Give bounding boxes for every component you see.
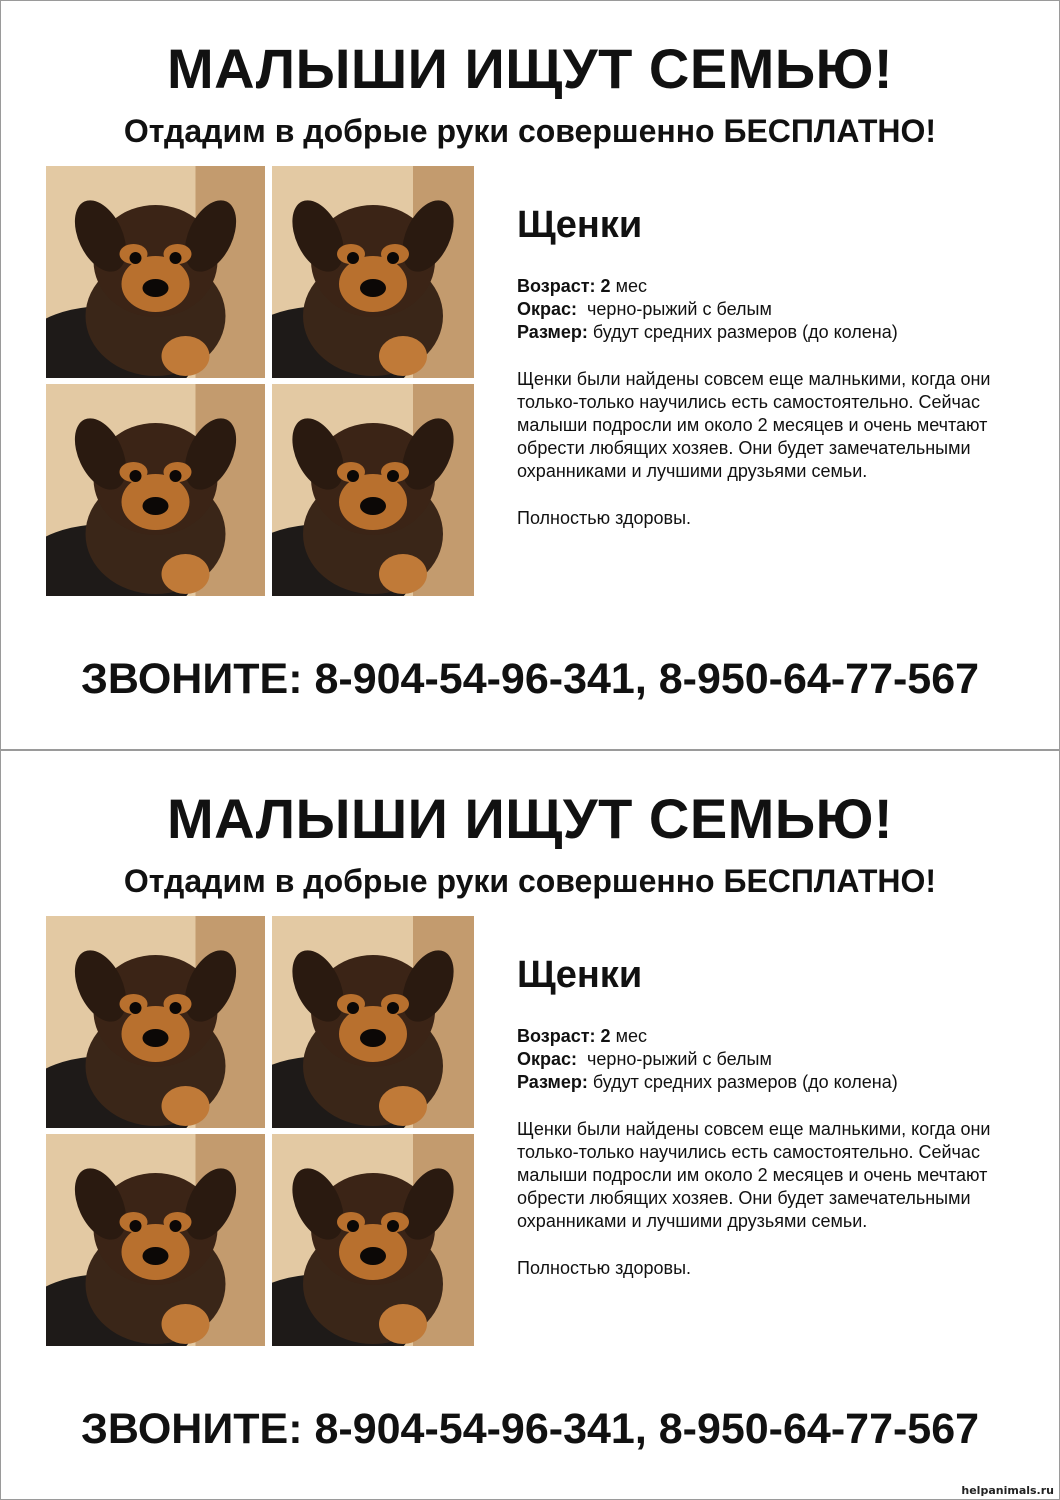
info-title: Щенки [517, 204, 643, 246]
info-block [517, 951, 1027, 1280]
color-value: черно-рыжий с белым [587, 299, 772, 319]
headline: МАЛЫШИ ИЩУТ СЕМЬЮ! [167, 37, 893, 100]
puppy-photo [46, 166, 265, 378]
contact-phones: ЗВОНИТЕ: 8-904-54-96-341, 8-950-64-77-567 [80, 655, 980, 703]
size-value: будут средних размеров (до колена) [592, 1072, 898, 1092]
color-value: черно-рыжий с белым [587, 1049, 772, 1069]
contact-phones: ЗВОНИТЕ: 8-904-54-96-341, 8-950-64-77-567 [80, 1405, 980, 1453]
size-label: Размер: [517, 322, 588, 342]
age-line [517, 1025, 1027, 1048]
puppy-photo [46, 1134, 265, 1346]
puppy-photo [46, 384, 265, 596]
color-line [517, 298, 1027, 321]
description: Щенки были найдены совсем еще малнькими, когда они только-только научились есть самостоятельно. Сейчас малыши подросли им около 2 месяцев и очень мечтают обрести любящих хозяев. Они будет замечательными охранниками и лучшими друзьями семьи. [517, 369, 991, 481]
age-number: 2 [600, 1026, 611, 1046]
puppy-photo [272, 1134, 474, 1346]
flyer-2 [0, 750, 1060, 1500]
info-title: Щенки [517, 954, 643, 996]
watermark: helpanimals.ru [961, 1484, 1054, 1497]
photo-grid [46, 916, 474, 1346]
age-label: Возраст: [517, 1026, 596, 1046]
size-label: Размер: [517, 1072, 588, 1092]
headline: МАЛЫШИ ИЩУТ СЕМЬЮ! [167, 787, 893, 850]
puppy-photo [272, 166, 474, 378]
health-note: Полностью здоровы. [517, 508, 692, 528]
age-unit: мес [615, 1026, 647, 1046]
age-unit: мес [615, 276, 647, 296]
info-block [517, 201, 1027, 530]
color-label: Окрас: [517, 299, 578, 319]
puppy-photo [272, 384, 474, 596]
puppy-photo [272, 916, 474, 1128]
age-line [517, 275, 1027, 298]
puppy-photo [46, 916, 265, 1128]
subheadline: Отдадим в добрые руки совершенно БЕСПЛАТНО! [123, 863, 937, 899]
health-note: Полностью здоровы. [517, 1258, 692, 1278]
age-number: 2 [600, 276, 611, 296]
age-label: Возраст: [517, 276, 596, 296]
description: Щенки были найдены совсем еще малнькими, когда они только-только научились есть самостоятельно. Сейчас малыши подросли им около 2 месяцев и очень мечтают обрести любящих хозяев. Они будет замечательными охранниками и лучшими друзьями семьи. [517, 1119, 991, 1231]
size-value: будут средних размеров (до колена) [592, 322, 898, 342]
size-line [517, 1071, 1027, 1094]
color-line [517, 1048, 1027, 1071]
size-line [517, 321, 1027, 344]
color-label: Окрас: [517, 1049, 578, 1069]
subheadline: Отдадим в добрые руки совершенно БЕСПЛАТНО! [123, 113, 937, 149]
photo-grid [46, 166, 474, 596]
